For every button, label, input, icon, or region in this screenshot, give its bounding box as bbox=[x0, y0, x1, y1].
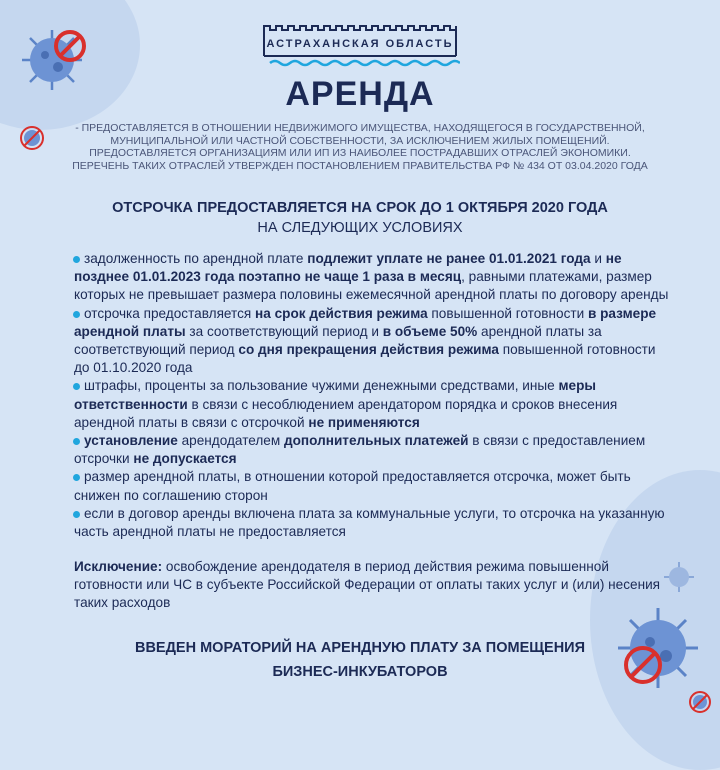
bullet-dot-icon bbox=[73, 383, 80, 390]
list-item bbox=[74, 505, 674, 541]
intro-text bbox=[40, 122, 680, 172]
list-item-emphasis: подлежит уплате не ранее 01.01.2021 года bbox=[307, 251, 591, 266]
intro-line: - ПРЕДОСТАВЛЯЕТСЯ В ОТНОШЕНИИ НЕДВИЖИМОГО ИМУЩЕСТВА, НАХОДЯЩЕГОСЯ В ГОСУДАРСТВЕННОЙ, bbox=[75, 122, 645, 134]
exception-paragraph bbox=[74, 558, 674, 613]
logo-text: АСТРАХАНСКАЯ ОБЛАСТЬ bbox=[266, 38, 454, 50]
conditions-list bbox=[74, 250, 674, 541]
list-item-text: отсрочка предоставляется bbox=[84, 305, 256, 321]
exception-text: освобождение арендодателя в период действия режима повышенной готовности или ЧС в субъекте Российской Федерации от оплаты таких услуг и (или) несения таких расходов bbox=[74, 559, 661, 611]
list-item-emphasis: не применяются bbox=[308, 414, 420, 430]
intro-line: МУНИЦИПАЛЬНОЙ ИЛИ ЧАСТНОЙ СОБСТВЕННОСТИ, ЗА ИСКЛЮЧЕНИЕМ ЖИЛЫХ ПОМЕЩЕНИЙ. bbox=[110, 134, 610, 147]
intro-line: ПРЕДОСТАВЛЯЕТСЯ ОРГАНИЗАЦИЯМ ИЛИ ИП ИЗ НАИБОЛЕЕ ПОСТРАДАВШИХ ОТРАСЛЕЙ ЭКОНОМИКИ. bbox=[89, 147, 631, 159]
list-item bbox=[74, 305, 674, 378]
virus-icon bbox=[688, 690, 712, 714]
list-item-emphasis: не допускается bbox=[133, 451, 237, 467]
bullet-dot-icon bbox=[73, 474, 80, 481]
bullet-dot-icon bbox=[73, 438, 80, 445]
list-item bbox=[74, 377, 674, 432]
region-logo bbox=[260, 22, 460, 68]
list-item-emphasis: в размере арендной платы bbox=[74, 305, 657, 339]
list-item-text: в связи с несоблюдением арендатором порядка и сроков внесения арендной платы в связи с отсрочкой bbox=[74, 396, 618, 430]
footer-line: ВВЕДЕН МОРАТОРИЙ НА АРЕНДНУЮ ПЛАТУ ЗА ПОМЕЩЕНИЯ bbox=[134, 640, 586, 656]
list-item-text: в связи с предоставлением отсрочки bbox=[74, 433, 646, 467]
list-item-text: арендодателем bbox=[177, 433, 284, 449]
list-item-emphasis: со дня прекращения действия режима bbox=[238, 342, 499, 358]
bullet-dot-icon bbox=[73, 256, 80, 263]
list-item-text: за соответствующий период и bbox=[185, 323, 383, 339]
list-item-text: арендной платы за соответствующий период bbox=[74, 323, 602, 358]
list-item-emphasis: в объеме 50% bbox=[382, 323, 478, 339]
list-item bbox=[74, 432, 674, 468]
list-item-emphasis: на срок действия режима bbox=[255, 305, 428, 321]
list-item-text: штрафы, проценты за пользование чужими денежными средствами, иные bbox=[84, 378, 559, 394]
bullet-dot-icon bbox=[73, 511, 80, 518]
subheading-main: ОТСРОЧКА ПРЕДОСТАВЛЯЕТСЯ НА СРОК ДО 1 ОКТЯБРЯ 2020 ГОДА bbox=[112, 200, 608, 216]
page-title: АРЕНДА bbox=[285, 75, 435, 113]
list-item bbox=[74, 250, 674, 305]
list-item-text: и bbox=[590, 251, 606, 266]
list-item-emphasis: не позднее 01.01.2023 года поэтапно не чаще 1 раза в месяц bbox=[74, 251, 622, 285]
list-item-text: повышенной готовности до 01.10.2020 года bbox=[74, 342, 656, 376]
list-item-text: размер арендной платы, в отношении которой предоставляется отсрочка, может быть снижен по соглашению сторон bbox=[74, 469, 631, 503]
footer-notice bbox=[0, 636, 720, 684]
list-item-text: задолженность по арендной плате bbox=[84, 251, 308, 266]
list-item-emphasis: меры ответственности bbox=[74, 378, 596, 412]
header bbox=[0, 22, 720, 73]
list-item-text: повышенной готовности bbox=[427, 305, 588, 321]
list-item-emphasis: установление bbox=[84, 433, 178, 449]
footer-line: БИЗНЕС-ИНКУБАТОРОВ bbox=[272, 664, 448, 680]
list-item-text: , равными платежами, размер которых не превышает размера половины ежемесячной арендной платы по договору аренды bbox=[74, 269, 669, 303]
list-item-text: если в договор аренды включена плата за коммунальные услуги, то отсрочка на указанную часть арендной платы не предоставляется bbox=[74, 505, 665, 540]
intro-line: ПЕРЕЧЕНЬ ТАКИХ ОТРАСЛЕЙ УТВЕРЖДЕН ПОСТАНОВЛЕНИЕМ ПРАВИТЕЛЬСТВА РФ № 434 ОТ 03.04.2020 ГОДА bbox=[72, 159, 648, 172]
exception-label: Исключение: bbox=[74, 559, 163, 574]
list-item bbox=[74, 468, 674, 504]
bullet-dot-icon bbox=[73, 311, 80, 318]
list-item-emphasis: дополнительных платежей bbox=[284, 433, 469, 449]
subheading-conditions: НА СЛЕДУЮЩИХ УСЛОВИЯХ bbox=[257, 220, 463, 236]
